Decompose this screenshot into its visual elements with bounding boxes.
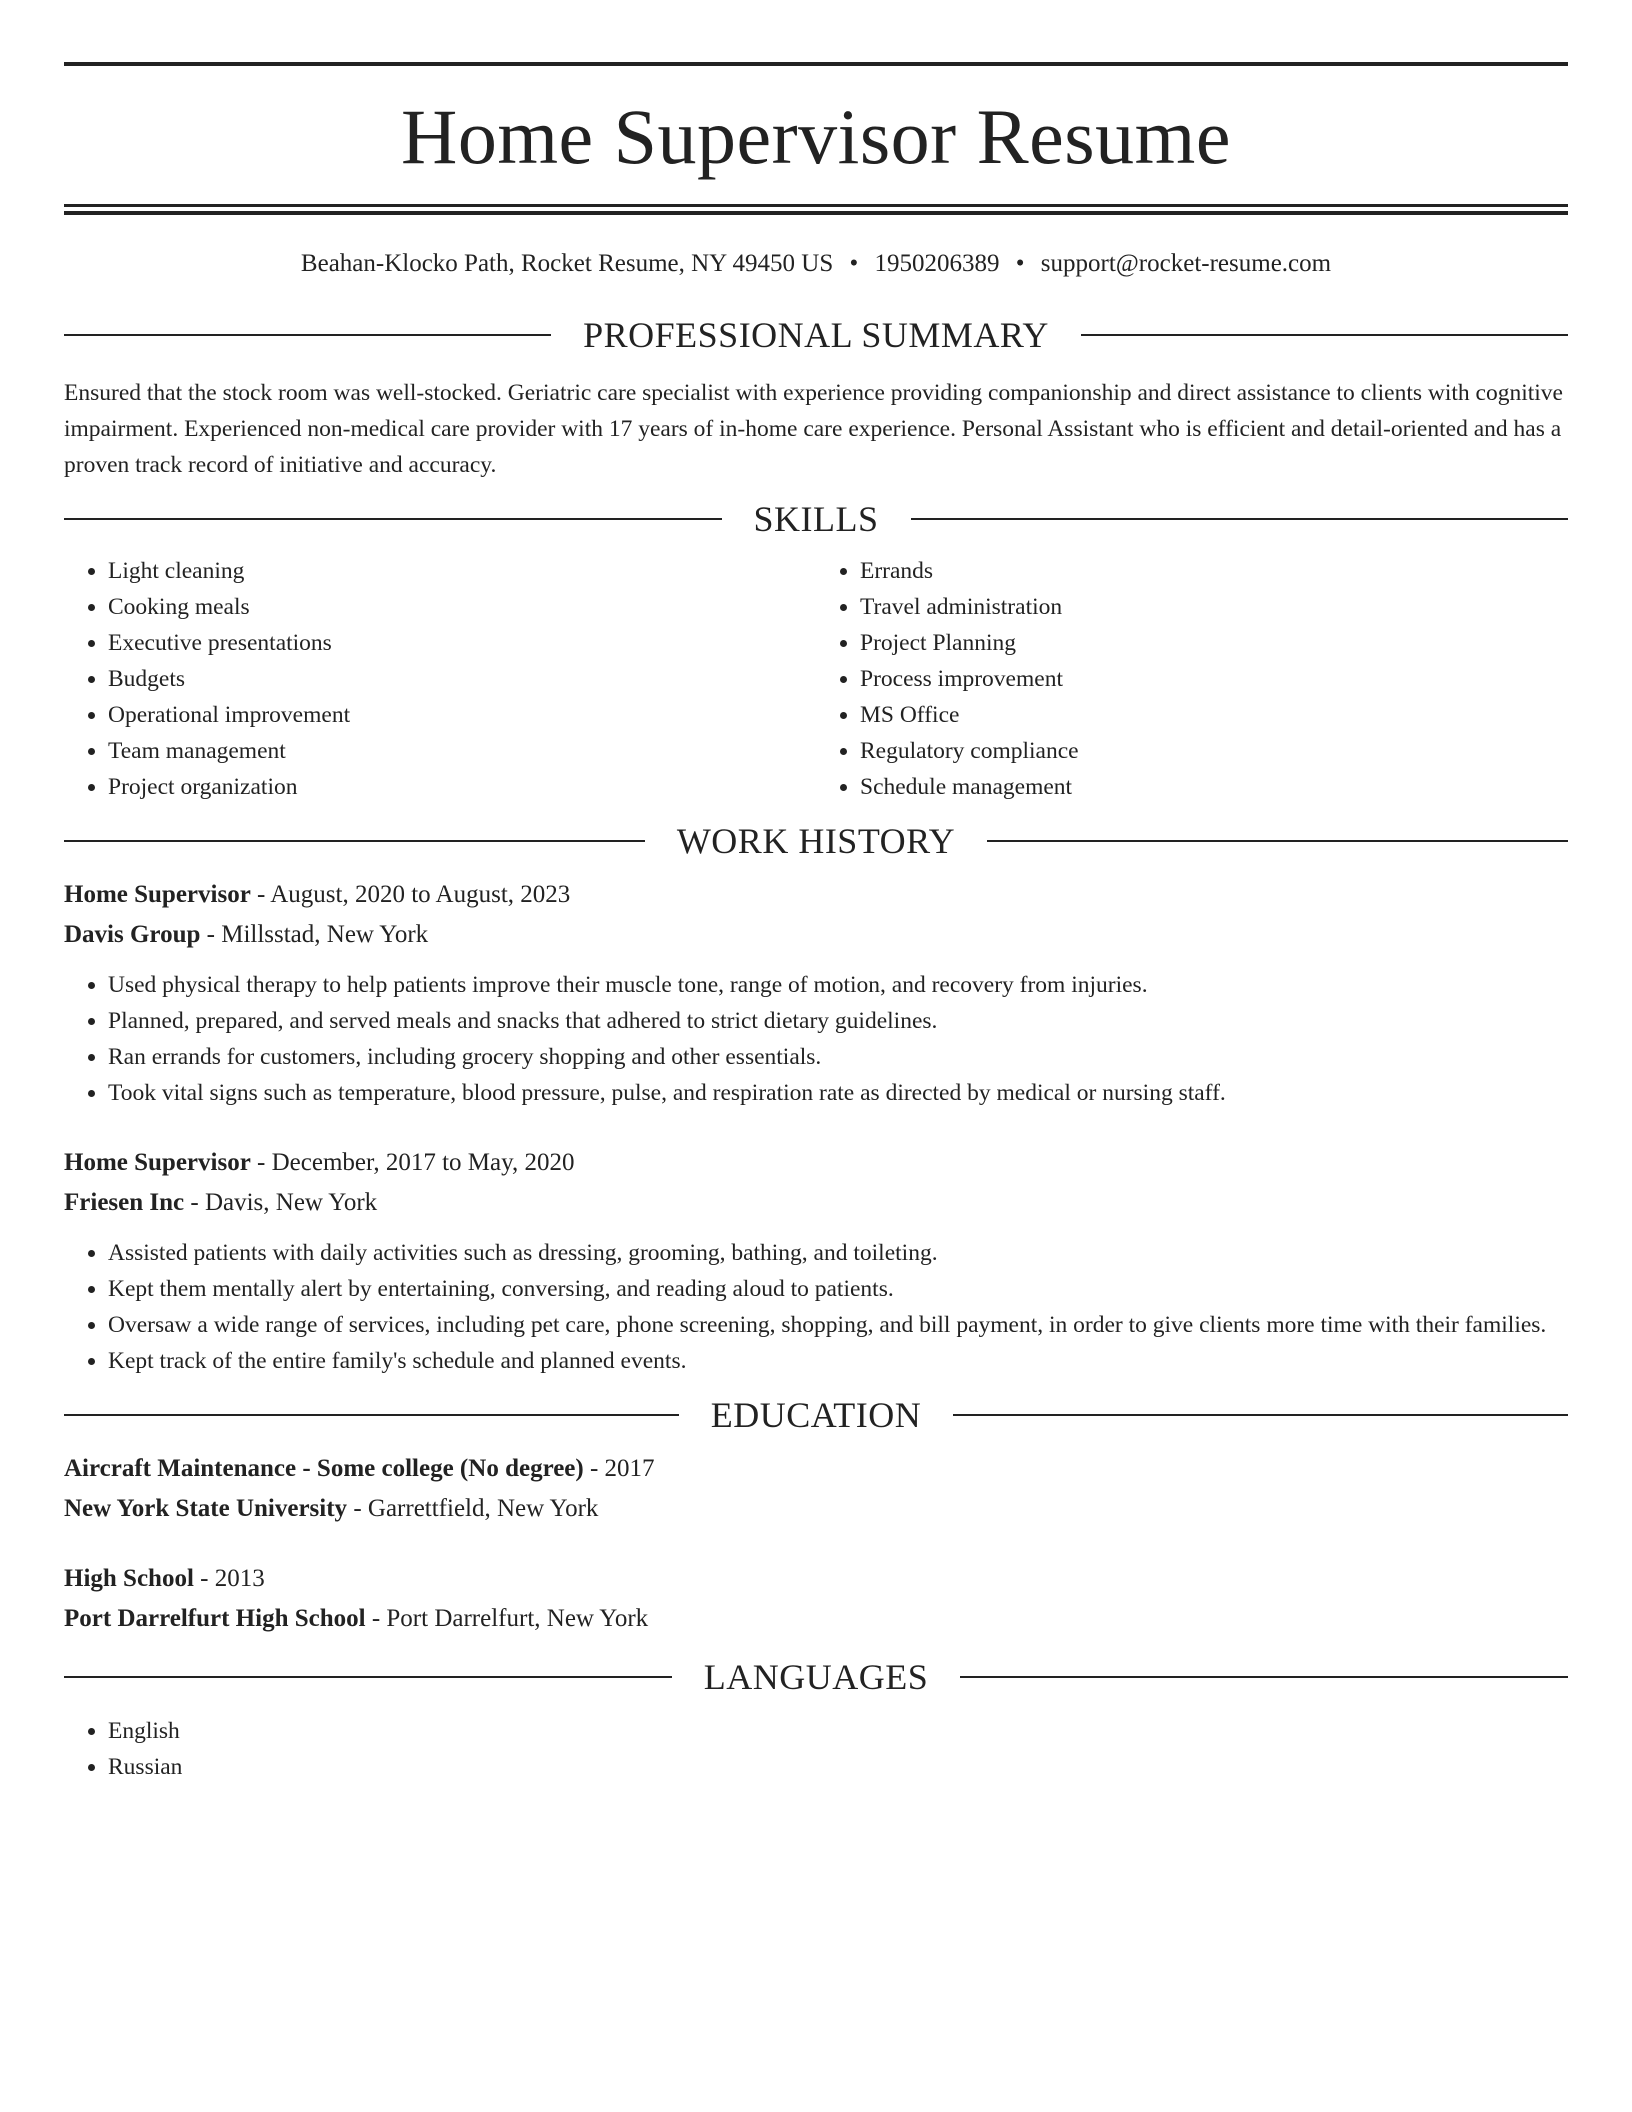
education-location: - Port Darrelfurt, New York	[365, 1605, 649, 1632]
education-school-line	[64, 1489, 1568, 1529]
skill-item: • Travel administration	[860, 589, 1568, 625]
job-company: Davis Group	[64, 921, 201, 948]
work-section-heading	[64, 821, 1568, 861]
title-double-rule	[64, 204, 1568, 215]
education-degree-line	[64, 1559, 1568, 1599]
job-company-line	[64, 1183, 1568, 1223]
heading-rule-left	[64, 1414, 679, 1416]
job-bullet: • Kept them mentally alert by entertaining, conversing, and reading aloud to patients.	[108, 1271, 1568, 1307]
education-school: Port Darrelfurt High School	[64, 1605, 366, 1632]
resume-title: Home Supervisor Resume	[401, 93, 1231, 180]
heading-rule-left	[64, 334, 551, 336]
top-rule	[64, 62, 1568, 66]
skills-section-heading	[64, 499, 1568, 539]
job-title: Home Supervisor	[64, 1149, 251, 1176]
skill-item: • Errands	[860, 553, 1568, 589]
education-section-heading	[64, 1395, 1568, 1435]
education-entry	[64, 1559, 1568, 1639]
summary-section-heading	[64, 315, 1568, 355]
skills-heading-text: SKILLS	[753, 499, 879, 539]
heading-rule-right	[953, 1414, 1568, 1416]
job-title-line	[64, 875, 1568, 915]
contact-line	[64, 249, 1568, 279]
heading-rule-left	[64, 840, 645, 842]
language-item: • Russian	[108, 1749, 1568, 1785]
job-title-line	[64, 1143, 1568, 1183]
skills-column-left	[64, 553, 816, 805]
skill-item: • Cooking meals	[108, 589, 816, 625]
skill-item: • Project organization	[108, 769, 816, 805]
contact-address: Beahan-Klocko Path, Rocket Resume, NY 49450 US	[300, 250, 834, 277]
contact-separator: •	[849, 250, 859, 277]
heading-rule-right	[987, 840, 1568, 842]
language-item: • English	[108, 1713, 1568, 1749]
skill-item: • Operational improvement	[108, 697, 816, 733]
contact-email: support@rocket-resume.com	[1040, 250, 1332, 277]
job-bullet: • Kept track of the entire family's schedule and planned events.	[108, 1343, 1568, 1379]
job-company: Friesen Inc	[64, 1189, 185, 1216]
skill-item: • Regulatory compliance	[860, 733, 1568, 769]
summary-heading-text: PROFESSIONAL SUMMARY	[583, 315, 1049, 355]
education-school: New York State University	[64, 1495, 348, 1522]
job-bullet: • Oversaw a wide range of services, including pet care, phone screening, shopping, and bill payment, in order to give clients more time with their families.	[108, 1307, 1568, 1343]
heading-rule-left	[64, 1676, 672, 1678]
skills-grid	[64, 553, 1568, 805]
job-bullets	[64, 1235, 1568, 1379]
heading-rule-right	[960, 1676, 1568, 1678]
job-bullet: • Ran errands for customers, including grocery shopping and other essentials.	[108, 1039, 1568, 1075]
job-location: - Millsstad, New York	[200, 921, 429, 948]
education-degree-line	[64, 1449, 1568, 1489]
skill-item: • Light cleaning	[108, 553, 816, 589]
education-heading-text: EDUCATION	[710, 1395, 922, 1435]
work-heading-text: WORK HISTORY	[676, 821, 956, 861]
languages-section-heading	[64, 1657, 1568, 1697]
education-entry	[64, 1449, 1568, 1529]
languages-list	[64, 1713, 1568, 1785]
job-bullet: • Took vital signs such as temperature, blood pressure, pulse, and respiration rate as directed by medical or nursing staff.	[108, 1075, 1568, 1111]
skill-item: • MS Office	[860, 697, 1568, 733]
heading-rule-right	[1081, 334, 1568, 336]
job-bullets	[64, 967, 1568, 1111]
skill-item: • Schedule management	[860, 769, 1568, 805]
education-year: - 2013	[193, 1565, 265, 1592]
skill-item: • Executive presentations	[108, 625, 816, 661]
job-bullet: • Planned, prepared, and served meals and snacks that adhered to strict dietary guidelines.	[108, 1003, 1568, 1039]
job-title: Home Supervisor	[64, 881, 251, 908]
skills-column-right	[816, 553, 1568, 805]
languages-heading-text: LANGUAGES	[703, 1657, 929, 1697]
job-bullet: • Assisted patients with daily activities such as dressing, grooming, bathing, and toileting.	[108, 1235, 1568, 1271]
skill-item: • Team management	[108, 733, 816, 769]
education-year: - 2017	[583, 1455, 655, 1482]
education-location: - Garrettfield, New York	[347, 1495, 599, 1522]
education-school-line	[64, 1599, 1568, 1639]
job-dates: - December, 2017 to May, 2020	[250, 1149, 575, 1176]
contact-phone: 1950206389	[874, 250, 1000, 277]
skill-item: • Process improvement	[860, 661, 1568, 697]
heading-rule-left	[64, 518, 722, 520]
education-degree: High School	[64, 1565, 194, 1592]
skill-item: • Project Planning	[860, 625, 1568, 661]
job-location: - Davis, New York	[184, 1189, 378, 1216]
job-bullet: • Used physical therapy to help patients improve their muscle tone, range of motion, and recovery from injuries.	[108, 967, 1568, 1003]
job-company-line	[64, 915, 1568, 955]
heading-rule-right	[911, 518, 1569, 520]
contact-separator: •	[1015, 250, 1025, 277]
skill-item: • Budgets	[108, 661, 816, 697]
job-entry	[64, 1143, 1568, 1379]
education-degree: Aircraft Maintenance - Some college (No degree)	[64, 1455, 584, 1482]
job-entry	[64, 875, 1568, 1111]
professional-summary: Ensured that the stock room was well-stocked. Geriatric care specialist with experience providing companionship and direct assistance to clients with cognitive impairment. Experienced non-medical care provider with 17 years of in-home care experience. Personal Assistant who is efficient and detail-oriented and has a proven track record of initiative and accuracy.	[64, 380, 1563, 478]
job-dates: - August, 2020 to August, 2023	[250, 881, 571, 908]
